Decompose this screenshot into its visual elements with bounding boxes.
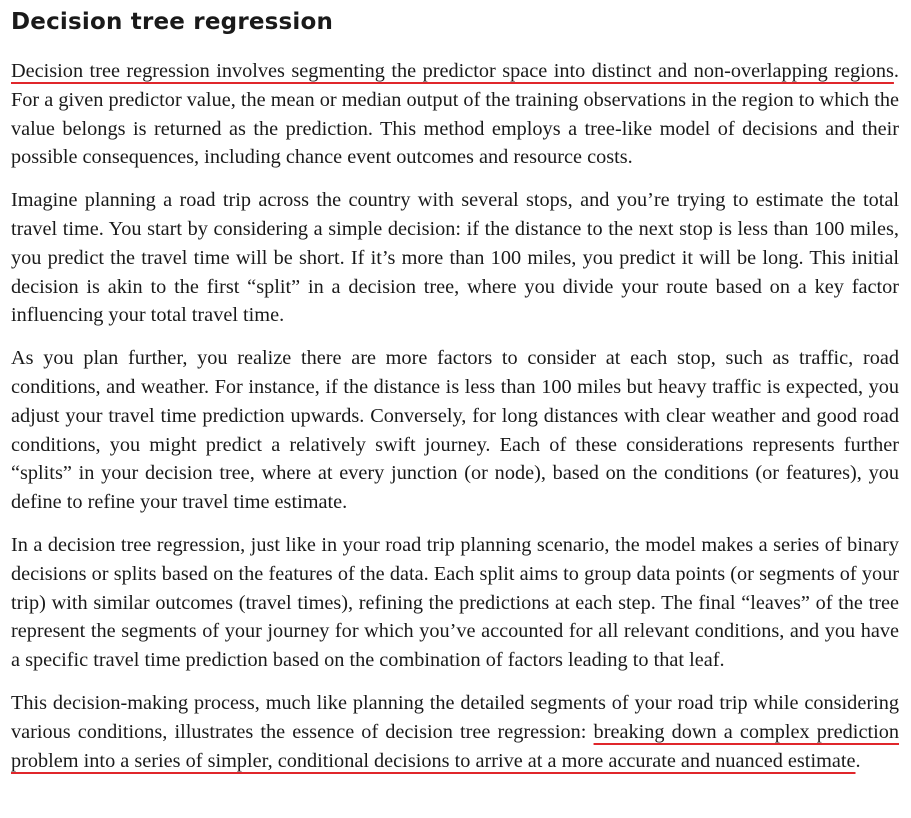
paragraph-conclusion <box>11 689 899 775</box>
paragraph-text-end: . <box>855 749 861 772</box>
section-title: Decision tree regression <box>11 9 334 35</box>
paragraph-definition <box>11 57 899 172</box>
paragraph-text: This decision-making process, much like planning the detailed segments of your road trip while considering various conditions, illustrates the essence of decision tree regression: <box>11 691 899 743</box>
paragraph-road-trip-intro: Imagine planning a road trip across the country with several stops, and you’re trying to estimate the total travel time. You start by considering a simple decision: if the distance to the next stop is less than 100 miles, you predict the travel time will be short. If it’s more than 100 miles, you predict it will be long. This initial decision is akin to the first “split” in a decision tree, where you divide your route based on a key factor influencing your total travel time. <box>11 189 899 327</box>
paragraph-model-analogy: In a decision tree regression, just like in your road trip planning scenario, the model makes a series of binary decisions or splits based on the features of the data. Each split aims to group data points (or segments of your trip) with similar outcomes (travel times), refining the predictions at each step. The final “leaves” of the tree represent the segments of your journey for which you’ve accounted for all relevant conditions, and you have a specific travel time prediction based on the combination of factors leading to that leaf. <box>11 533 899 672</box>
document-page <box>11 0 899 775</box>
paragraph-text: . For a given predictor value, the mean or median output of the training observations in the region to which the value belongs is returned as the prediction. This method employs a tree-like model of decisions and their possible consequences, including chance event outcomes and resource costs. <box>11 60 899 169</box>
highlighted-text-conclusion: breaking down a complex prediction problem into a series of simpler, conditional decisions to arrive at a more accurate and nuanced estimate <box>11 720 899 772</box>
paragraph-further-factors: As you plan further, you realize there are more factors to consider at each stop, such as traffic, road conditions, and weather. For instance, if the distance is less than 100 miles but heavy traffic is expected, you adjust your travel time prediction upwards. Conversely, for long distances with clear weather and good road conditions, you might predict a relatively swift journey. Each of these considerations represents further “splits” in your decision tree, where at every junction (or node), based on the conditions (or features), you define to refine your travel time estimate. <box>11 347 899 514</box>
highlighted-text-definition: Decision tree regression involves segmenting the predictor space into distinct and non-overlapping regions <box>11 60 894 82</box>
